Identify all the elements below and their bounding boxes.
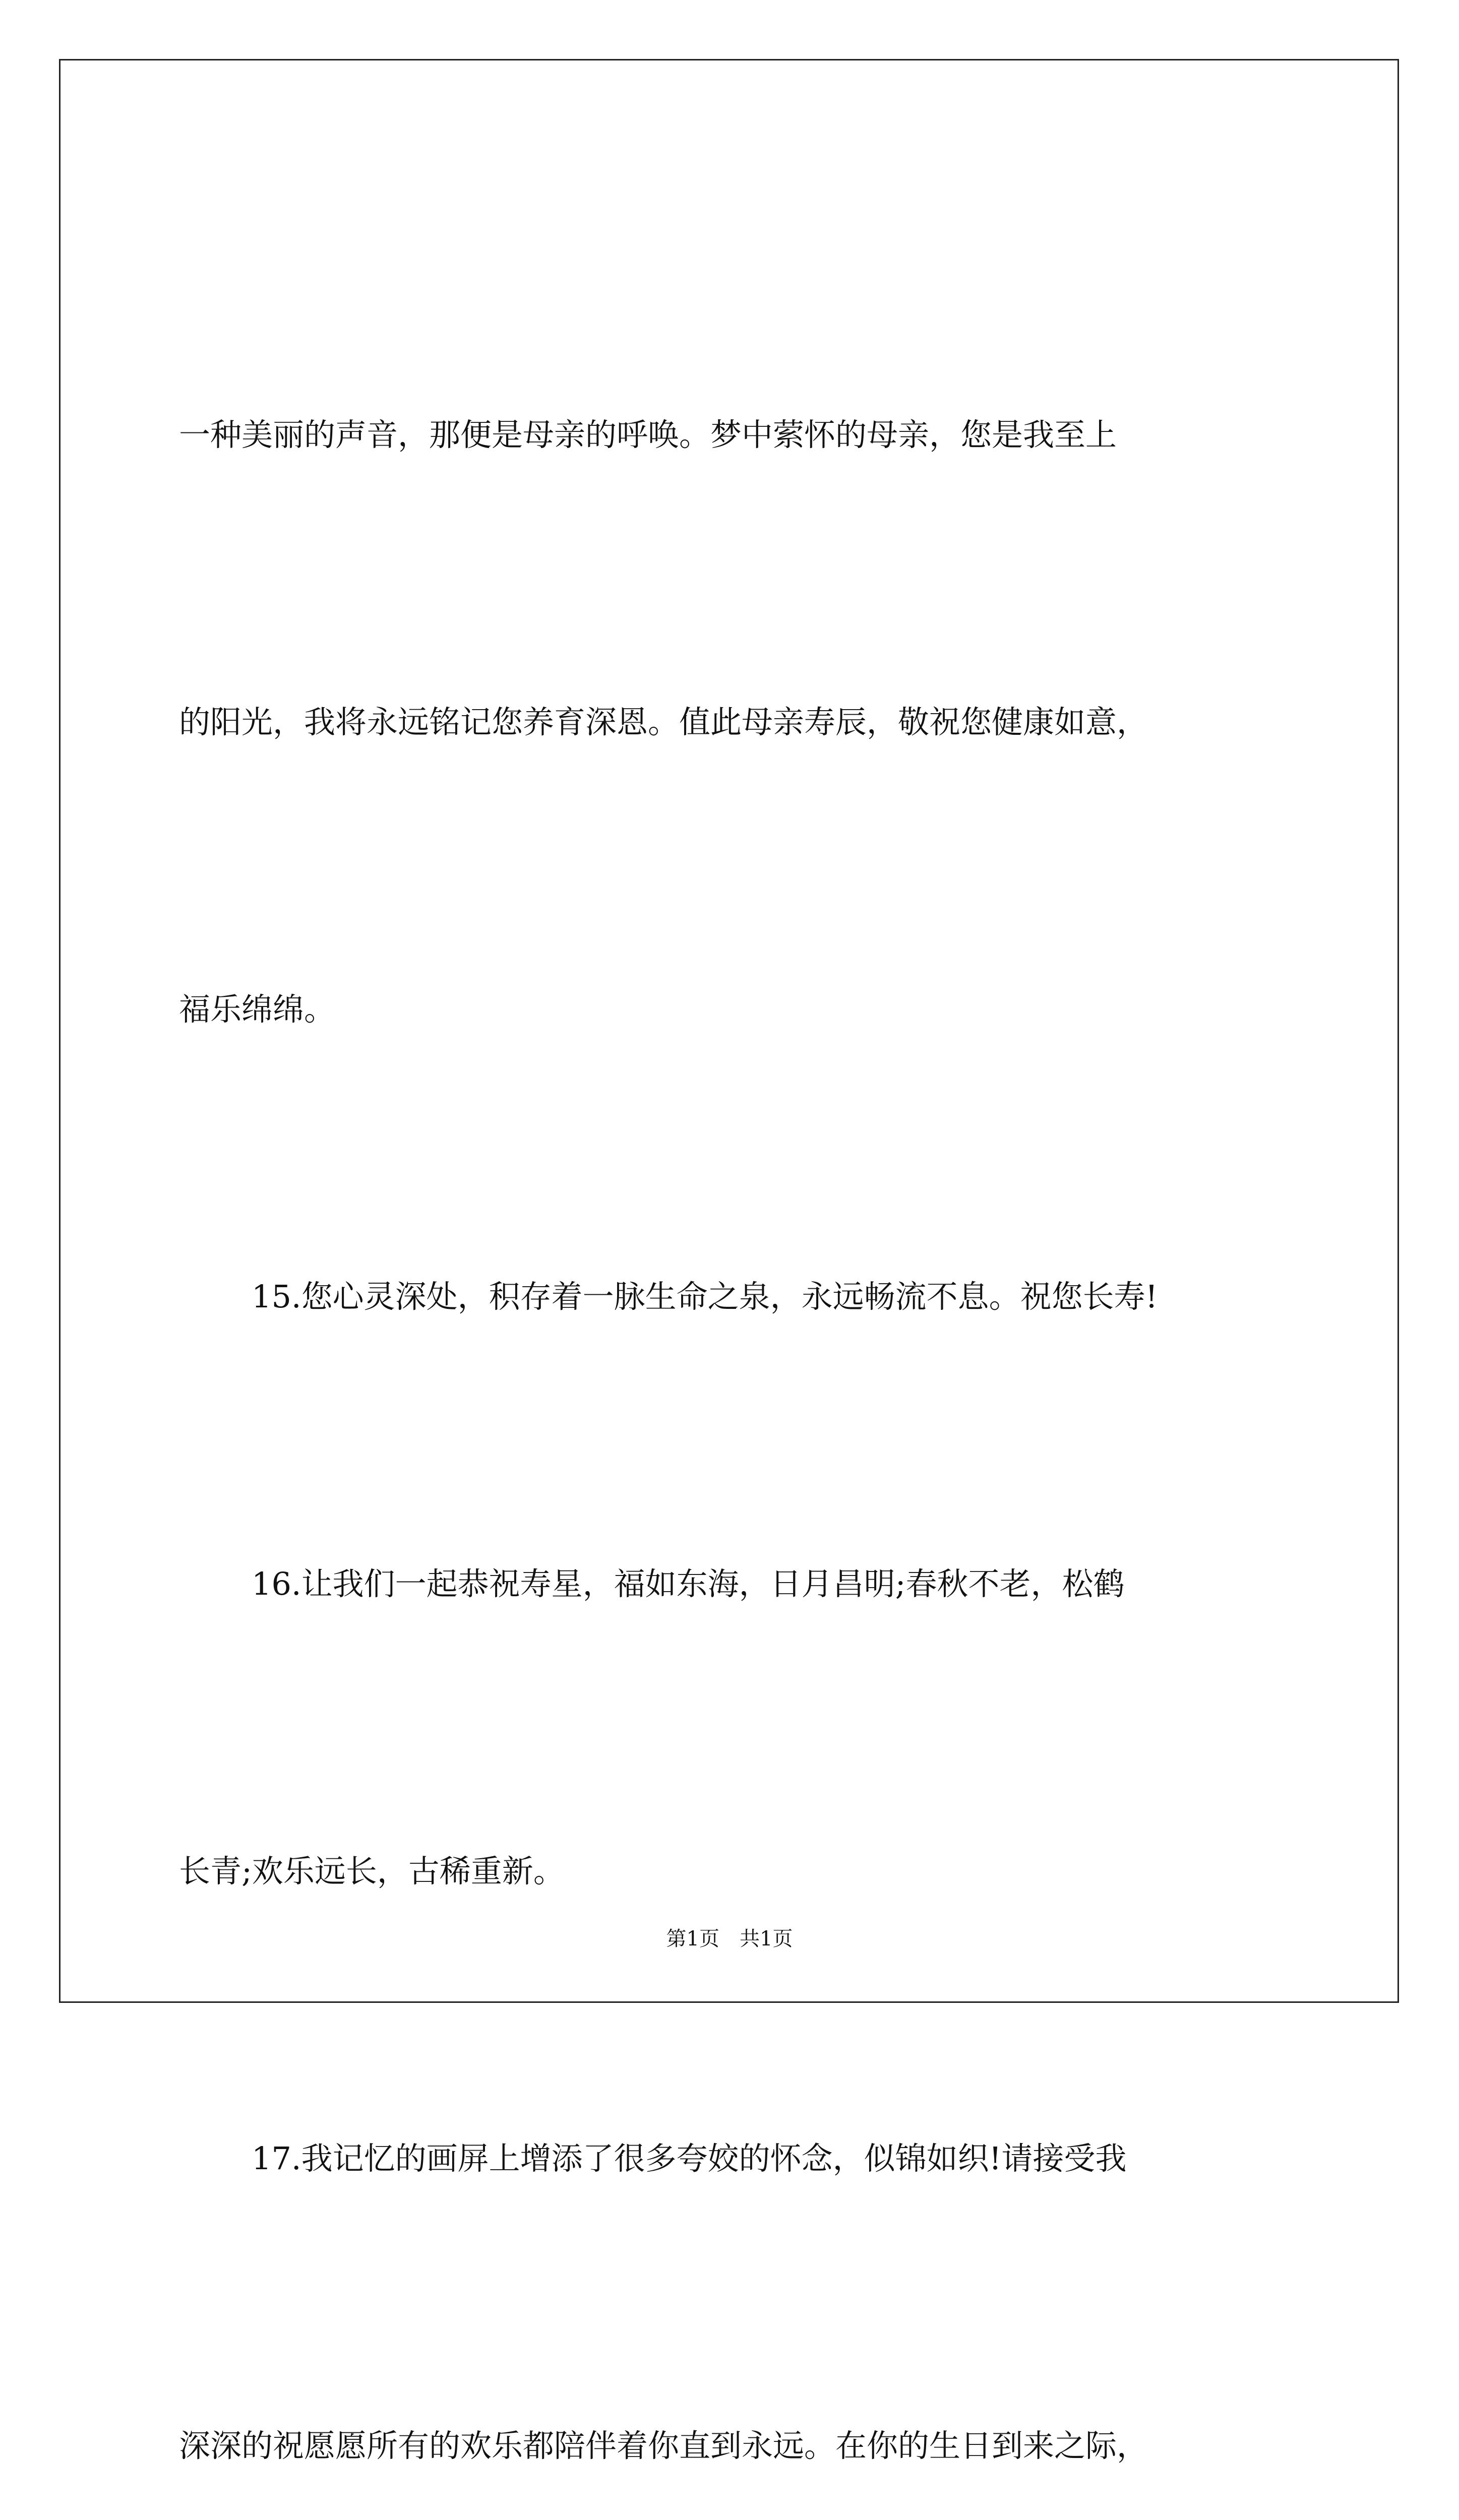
text-block <box>179 196 1288 2520</box>
page-number: 第1页 <box>666 1927 719 1950</box>
page-total: 共1页 <box>740 1927 793 1950</box>
text-line: 长青;欢乐远长，古稀重新。 <box>179 1853 565 1889</box>
text-line: 15.您心灵深处，积存着一脉生命之泉，永远畅流不息。祝您长寿! <box>252 1278 1158 1315</box>
text-line: 的阳光，我将永远铭记您养育深恩。值此母亲寿辰，敬祝您健康如意， <box>179 704 1148 740</box>
page-footer <box>0 1923 1459 1951</box>
text-line: 16.让我们一起恭祝寿星，福如东海，日月昌明;春秋不老，松鹤 <box>252 1565 1125 1602</box>
text-line: 17.我记忆的画屏上增添了很多夸姣的怀念，似锦如织!请接受我 <box>252 2140 1127 2177</box>
text-line: 福乐绵绵。 <box>179 991 336 1028</box>
text-line: 深深的祝愿愿所有的欢乐都陪伴着你直到永远。在你的生日到来之际， <box>179 2427 1148 2464</box>
text-line: 一种美丽的声音，那便是母亲的呼唤。梦中萦怀的母亲，您是我至上 <box>179 416 1117 453</box>
document-body <box>179 196 1288 2520</box>
